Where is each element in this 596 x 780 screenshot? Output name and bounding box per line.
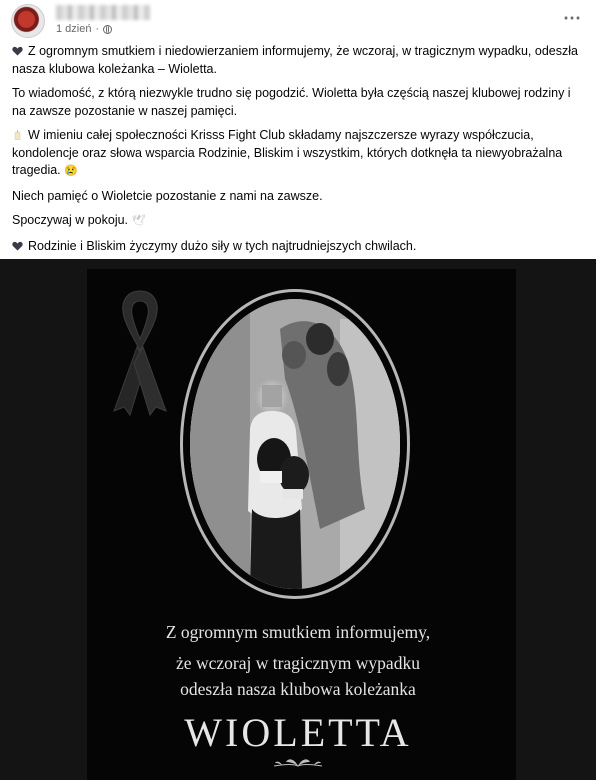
- memorial-text-line3: odeszła nasza klubowa koleżanka: [180, 679, 416, 699]
- black-heart-icon: [12, 46, 23, 56]
- post-header: [0, 0, 596, 40]
- memorial-name: WIOLETTA: [184, 710, 412, 755]
- black-heart-icon: [12, 241, 23, 251]
- memorial-photo: [190, 299, 400, 589]
- post-body: [12, 43, 586, 262]
- post-paragraph: To wiadomość, z którą niezwykle trudno się pogodzić. Wioletta była częścią naszej klubowej rodziny i na zawsze pozostanie w naszej pamięci.: [12, 86, 571, 118]
- post-meta: 1 dzień ·: [56, 23, 112, 35]
- candle-icon: [12, 130, 23, 140]
- memorial-text-line2: że wczoraj w tragicznym wypadku: [176, 653, 420, 673]
- post-paragraph: W imieniu całej społeczności Krisss Fight Club składamy najszczersze wyrazy współczucia, kondolencje oraz słowa wsparcia Rodzinie, Bliskim i wszystkim, których dotknęła ta niewyobrażalna tragedia. 😢: [12, 127, 586, 181]
- post-image[interactable]: [0, 259, 596, 780]
- memorial-photo-oval: [180, 289, 410, 599]
- page-avatar[interactable]: [11, 4, 45, 38]
- post-paragraph: Z ogromnym smutkiem i niedowierzaniem informujemy, że wczoraj, w tragicznym wypadku, odeszła nasza klubowa koleżanka – Wioletta.: [12, 44, 578, 76]
- boxer-photo-illustration: [190, 299, 400, 589]
- globe-icon[interactable]: [103, 25, 112, 34]
- post-paragraph: Niech pamięć o Wioletcie pozostanie z nami na zawsze.: [12, 188, 323, 203]
- dove-icon: 🕊: [131, 215, 146, 227]
- post-paragraph: Spoczywaj w pokoju. 🕊: [12, 212, 586, 231]
- more-options-icon[interactable]: ⋯: [563, 8, 582, 28]
- crying-face-icon: 😢: [64, 165, 78, 177]
- mourning-ribbon-icon: [108, 287, 172, 417]
- page-name-blurred[interactable]: [56, 5, 150, 20]
- leaf-flourish-icon: [272, 754, 324, 774]
- post-paragraph: Rodzinie i Bliskim życzymy dużo siły w tych najtrudniejszych chwilach.: [12, 238, 586, 256]
- memorial-text-line1: Z ogromnym smutkiem informujemy,: [165, 622, 431, 642]
- post-time[interactable]: 1 dzień: [56, 23, 92, 35]
